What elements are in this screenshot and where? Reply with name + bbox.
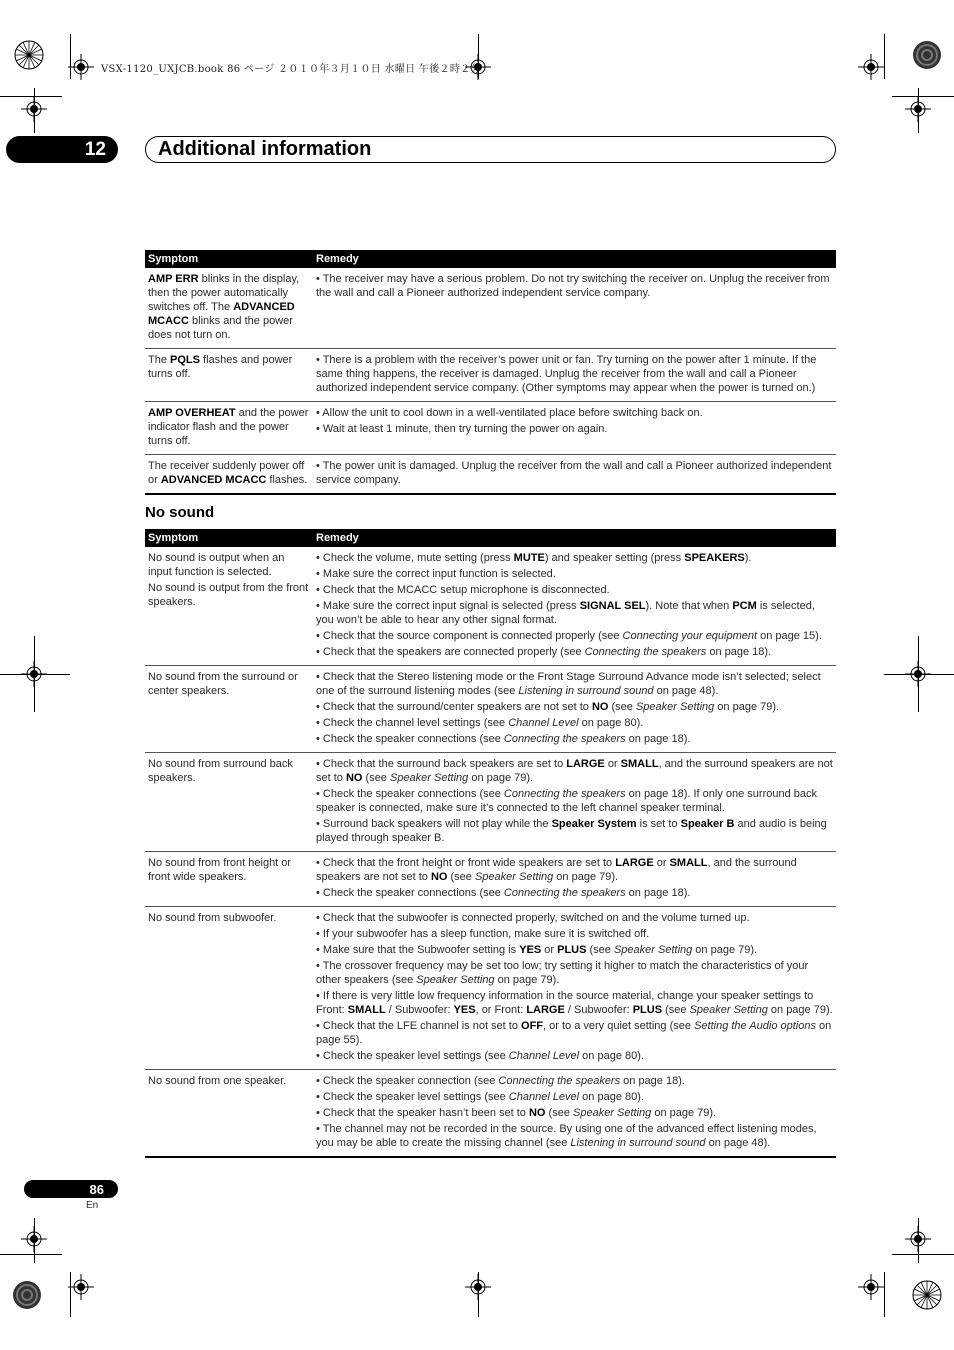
- symptom-cell: [145, 1070, 313, 1158]
- remedy-item: [316, 353, 833, 395]
- page-reference-title: Listening in surround sound: [518, 685, 654, 697]
- color-bar-dark-circle-icon: [912, 40, 942, 70]
- text-run: • Make sure that the Subwoofer setting is: [316, 944, 520, 956]
- text-run: on page 18).: [625, 733, 691, 745]
- symptom-text: [148, 911, 310, 925]
- page-reference-title: Speaker Setting: [573, 1107, 652, 1119]
- color-bar-dark-circle-icon: [12, 1280, 42, 1310]
- bold-term: NO: [430, 871, 448, 883]
- bold-term: LARGE: [615, 857, 654, 869]
- color-bar-starburst-icon: [912, 1280, 942, 1310]
- remedy-item: [316, 406, 833, 420]
- text-run: on page 79).: [468, 772, 534, 784]
- text-run: ). Note that when: [645, 600, 733, 612]
- page-reference-title: Channel Level: [508, 1091, 580, 1103]
- page-reference-title: Speaker Setting: [389, 772, 469, 784]
- registration-mark-icon: [68, 1274, 94, 1300]
- text-run: on page 79).: [692, 944, 758, 956]
- page-language-code: En: [86, 1200, 99, 1211]
- remedy-cell: [313, 349, 836, 402]
- registration-mark-icon: [858, 1274, 884, 1300]
- bold-term: NO: [591, 701, 609, 713]
- remedy-item: [316, 732, 833, 746]
- remedy-cell: [313, 402, 836, 455]
- remedy-item: [316, 927, 833, 941]
- chapter-number-tab: [6, 136, 118, 163]
- text-run: blinks and the power does not turn on.: [148, 315, 293, 341]
- text-run: on page 18). If only one surround back speaker is connected, make sure it’s connected to the left channel speaker terminal.: [316, 788, 817, 814]
- text-run: or: [653, 857, 670, 869]
- symptom-cell: [145, 402, 313, 455]
- bold-term: MUTE: [513, 552, 545, 564]
- text-run: on page 18).: [625, 887, 691, 899]
- text-run: on page 80).: [578, 717, 644, 729]
- symptom-text: [148, 757, 310, 785]
- page-reference-title: Channel Level: [508, 1050, 580, 1062]
- text-run: on page 79).: [767, 1004, 833, 1016]
- text-run: , or to a very quiet setting (see: [543, 1020, 695, 1032]
- remedy-cell: [313, 852, 836, 907]
- page-reference-title: Setting the Audio options: [694, 1020, 816, 1032]
- text-run: / Subwoofer:: [564, 1004, 633, 1016]
- registration-mark-icon: [465, 1274, 491, 1300]
- remedy-item: [316, 817, 833, 845]
- table-row: [145, 455, 836, 495]
- remedy-item: [316, 272, 833, 300]
- column-header-symptom: Symptom: [145, 250, 313, 268]
- table-row: [145, 402, 836, 455]
- print-file-header: VSX-1120_UXJCB.book 86 ページ ２０１０年３月１０日 水曜日 午後２時２分: [101, 64, 481, 75]
- page-reference-title: Speaker Setting: [613, 944, 693, 956]
- text-run: No sound is output when an input function is selected.: [148, 552, 285, 578]
- text-run: No sound from front height or front wide speakers.: [148, 857, 292, 883]
- text-run: • The power unit is damaged. Unplug the receiver from the wall and call a Pioneer authorized independent service company.: [316, 460, 832, 486]
- symptom-cell: [145, 547, 313, 666]
- symptom-cell: [145, 907, 313, 1070]
- remedy-item: [316, 551, 833, 565]
- remedy-cell: [313, 753, 836, 852]
- page-reference-title: Speaker Setting: [689, 1004, 768, 1016]
- bold-term: LARGE: [526, 1004, 565, 1016]
- remedy-item: [316, 422, 833, 436]
- text-run: • Check the channel level settings (see: [316, 717, 509, 729]
- symptom-text: [148, 551, 310, 579]
- remedy-cell: [313, 547, 836, 666]
- text-run: on page 79).: [494, 974, 560, 986]
- remedy-item: [316, 989, 833, 1017]
- text-run: No sound from the surround or center speakers.: [148, 671, 298, 697]
- symptom-text: [148, 1074, 310, 1088]
- bold-term: SMALL: [347, 1004, 386, 1016]
- page-reference-title: Listening in surround sound: [570, 1137, 706, 1149]
- table-row: [145, 753, 836, 852]
- remedy-item: [316, 787, 833, 815]
- text-run: • Check that the LFE channel is not set to: [316, 1020, 522, 1032]
- text-run: on page 15).: [757, 630, 822, 642]
- text-run: • The crossover frequency may be set too low; try setting it higher to match the characteristics of your other speakers (see: [316, 960, 809, 986]
- page-reference-title: Connecting the speakers: [503, 788, 626, 800]
- symptom-cell: [145, 349, 313, 402]
- text-run: The receiver suddenly power off or: [148, 460, 305, 486]
- bold-term: PLUS: [557, 944, 587, 956]
- page-reference-title: Speaker Setting: [416, 974, 495, 986]
- column-header-remedy: Remedy: [313, 529, 836, 547]
- text-run: (see: [362, 772, 390, 784]
- bold-term: Speaker B: [680, 818, 735, 830]
- text-run: flashes and power turns off.: [148, 354, 293, 380]
- text-run: No sound from subwoofer.: [148, 912, 277, 924]
- remedy-item: [316, 886, 833, 900]
- remedy-item: [316, 911, 833, 925]
- text-run: (see: [608, 701, 636, 713]
- text-run: • Check that the speakers are connected properly (see: [316, 646, 585, 658]
- text-run: and audio is being played through speaker B.: [316, 818, 827, 844]
- text-run: • Make sure the correct input signal is selected (press: [316, 600, 580, 612]
- bold-term: YES: [519, 944, 542, 956]
- text-run: • Surround back speakers will not play while the: [316, 818, 552, 830]
- text-run: on page 79).: [714, 701, 780, 713]
- bold-term: ADVANCED MCACC: [160, 474, 267, 486]
- symptom-cell: [145, 753, 313, 852]
- text-run: No sound from surround back speakers.: [148, 758, 293, 784]
- symptom-text: [148, 272, 310, 342]
- registration-mark-icon: [21, 1226, 47, 1252]
- text-run: • Check the speaker connections (see: [316, 788, 504, 800]
- remedy-item: [316, 1122, 833, 1150]
- remedy-item: [316, 943, 833, 957]
- bold-term: SPEAKERS: [684, 552, 745, 564]
- remedy-item: [316, 599, 833, 627]
- registration-mark-icon: [905, 661, 931, 687]
- remedy-item: [316, 459, 833, 487]
- symptom-cell: [145, 852, 313, 907]
- text-run: , and the surround speakers are not set to: [316, 857, 797, 883]
- page-number: 86: [89, 1181, 104, 1197]
- table-header-row: [145, 250, 836, 268]
- bold-term: OFF: [521, 1020, 544, 1032]
- text-run: • Check that the speaker hasn’t been set to: [316, 1107, 529, 1119]
- remedy-item: [316, 583, 833, 597]
- table-row: [145, 852, 836, 907]
- text-run: • There is a problem with the receiver’s power unit or fan. Try turning on the power after 1 minute. If the same thing happens, the receiver is damaged. Unplug the receiver from the wall and call a Pioneer authorized independent service company. (Other symptoms may appear when the power is turned on.): [316, 354, 817, 394]
- registration-mark-icon: [905, 96, 931, 122]
- remedy-item: [316, 959, 833, 987]
- registration-mark-icon: [905, 1226, 931, 1252]
- text-run: on page 55).: [316, 1020, 832, 1046]
- text-run: • The receiver may have a serious problem. Do not try switching the receiver on. Unplug the receiver from the wall and call a Pioneer authorized independent service company.: [316, 273, 830, 299]
- text-run: No sound is output from the front speakers.: [148, 582, 309, 608]
- remedy-item: [316, 1049, 833, 1063]
- remedy-item: [316, 856, 833, 884]
- text-run: • If your subwoofer has a sleep function, make sure it is switched off.: [316, 928, 650, 940]
- remedy-cell: [313, 1070, 836, 1158]
- remedy-item: [316, 670, 833, 698]
- symptom-text: [148, 459, 310, 487]
- text-run: • Check that the MCACC setup microphone is disconnected.: [316, 584, 610, 596]
- text-run: ) and speaker setting (press: [544, 552, 685, 564]
- bold-term: NO: [345, 772, 363, 784]
- page-reference-title: Channel Level: [508, 717, 579, 729]
- text-run: • Check the speaker connections (see: [316, 887, 504, 899]
- column-header-symptom: Symptom: [145, 529, 313, 547]
- text-run: The: [148, 354, 171, 366]
- bold-term: PQLS: [170, 354, 200, 366]
- table-row: [145, 907, 836, 1070]
- remedy-item: [316, 1019, 833, 1047]
- text-run: • Check the speaker level settings (see: [316, 1091, 509, 1103]
- text-run: (see: [447, 871, 475, 883]
- registration-mark-icon: [21, 661, 47, 687]
- troubleshooting-table-no-sound: [145, 529, 836, 1158]
- chapter-number: 12: [84, 138, 106, 160]
- text-run: • Allow the unit to cool down in a well-ventilated place before switching back on.: [316, 407, 703, 419]
- chapter-title: Additional information: [158, 138, 372, 160]
- symptom-text: [148, 581, 310, 609]
- text-run: • Make sure the correct input function is selected.: [316, 568, 556, 580]
- troubleshooting-table-power: [145, 250, 836, 495]
- table-row: [145, 666, 836, 753]
- page-reference-title: Connecting the speakers: [498, 1075, 621, 1087]
- bold-term: YES: [453, 1004, 476, 1016]
- symptom-text: [148, 353, 310, 381]
- text-run: / Subwoofer:: [385, 1004, 454, 1016]
- table-row: [145, 547, 836, 666]
- text-run: , or Front:: [475, 1004, 527, 1016]
- text-run: • Check the speaker connections (see: [316, 733, 504, 745]
- remedy-item: [316, 567, 833, 581]
- bold-term: SMALL: [669, 857, 708, 869]
- bold-term: AMP OVERHEAT: [148, 407, 236, 419]
- text-run: (see: [586, 944, 614, 956]
- remedy-cell: [313, 907, 836, 1070]
- text-run: • The channel may not be recorded in the source. By using one of the advanced effect listening modes, you may be able to create the missing channel (see: [316, 1123, 817, 1149]
- text-run: , and the surround speakers are not set to: [316, 758, 833, 784]
- bold-term: PLUS: [632, 1004, 663, 1016]
- bold-term: ADVANCED MCACC: [148, 301, 295, 327]
- color-bar-starburst-icon: [14, 40, 44, 70]
- remedy-item: [316, 1090, 833, 1104]
- text-run: • Wait at least 1 minute, then try turning the power on again.: [316, 423, 608, 435]
- remedy-item: [316, 629, 833, 643]
- text-run: • Check the speaker level settings (see: [316, 1050, 509, 1062]
- remedy-cell: [313, 666, 836, 753]
- text-run: on page 79).: [651, 1107, 717, 1119]
- section-heading-no-sound: No sound: [145, 504, 215, 521]
- page-reference-title: Connecting the speakers: [584, 646, 707, 658]
- text-run: • Check that the Stereo listening mode or the Front Stage Surround Advance mode isn’t selected; select one of the surround listening modes (see: [316, 671, 821, 697]
- symptom-text: [148, 406, 310, 448]
- text-run: blinks in the display, then the power automatically switches off. The: [148, 273, 300, 313]
- symptom-cell: [145, 455, 313, 495]
- text-run: (see: [662, 1004, 690, 1016]
- text-run: on page 48).: [705, 1137, 771, 1149]
- text-run: • Check that the front height or front wide speakers are set to: [316, 857, 616, 869]
- page-number-tab: [24, 1180, 118, 1198]
- text-run: and the power indicator flash and the power turns off.: [148, 407, 309, 447]
- table-row: [145, 349, 836, 402]
- text-run: on page 80).: [579, 1091, 644, 1103]
- text-run: • Check the volume, mute setting (press: [316, 552, 514, 564]
- remedy-cell: [313, 455, 836, 495]
- page-reference-title: Speaker Setting: [635, 701, 715, 713]
- chapter-title-bar: [145, 136, 836, 163]
- text-run: • Check that the surround back speakers are set to: [316, 758, 567, 770]
- text-run: flashes.: [266, 474, 308, 486]
- text-run: • Check that the surround/center speakers are not set to: [316, 701, 592, 713]
- text-run: on page 48).: [653, 685, 719, 697]
- text-run: or: [541, 944, 558, 956]
- table-row: [145, 1070, 836, 1158]
- bold-term: SIGNAL SEL: [579, 600, 646, 612]
- registration-mark-icon: [68, 54, 94, 80]
- text-run: • Check the speaker connection (see: [316, 1075, 499, 1087]
- text-run: ).: [744, 552, 752, 564]
- registration-mark-icon: [21, 96, 47, 122]
- table-header-row: [145, 529, 836, 547]
- text-run: on page 18).: [706, 646, 772, 658]
- text-run: or: [604, 758, 621, 770]
- symptom-text: [148, 670, 310, 698]
- text-run: • If there is very little low frequency information in the source material, change your speaker settings to Front:: [316, 990, 814, 1016]
- remedy-item: [316, 1074, 833, 1088]
- bold-term: NO: [528, 1107, 546, 1119]
- text-run: is selected, you won’t be able to hear any other signal format.: [316, 600, 815, 626]
- page-reference-title: Connecting your equipment: [622, 630, 758, 642]
- column-header-remedy: Remedy: [313, 250, 836, 268]
- text-run: on page 18).: [620, 1075, 685, 1087]
- page-reference-title: Speaker Setting: [474, 871, 554, 883]
- page-reference-title: Connecting the speakers: [503, 733, 626, 745]
- bold-term: AMP ERR: [148, 273, 199, 285]
- symptom-text: [148, 856, 310, 884]
- registration-mark-icon: [858, 54, 884, 80]
- text-run: on page 80).: [579, 1050, 644, 1062]
- remedy-cell: [313, 268, 836, 349]
- remedy-item: [316, 645, 833, 659]
- bold-term: SMALL: [620, 758, 659, 770]
- text-run: • Check that the source component is connected properly (see: [316, 630, 623, 642]
- remedy-item: [316, 757, 833, 785]
- remedy-item: [316, 1106, 833, 1120]
- bold-term: PCM: [732, 600, 757, 612]
- table-row: [145, 268, 836, 349]
- remedy-item: [316, 716, 833, 730]
- symptom-cell: [145, 666, 313, 753]
- text-run: is set to: [636, 818, 681, 830]
- bold-term: Speaker System: [551, 818, 637, 830]
- symptom-cell: [145, 268, 313, 349]
- text-run: (see: [545, 1107, 573, 1119]
- text-run: • Check that the subwoofer is connected properly, switched on and the volume turned up.: [316, 912, 750, 924]
- page-reference-title: Connecting the speakers: [503, 887, 626, 899]
- remedy-item: [316, 700, 833, 714]
- text-run: No sound from one speaker.: [148, 1075, 287, 1087]
- bold-term: LARGE: [566, 758, 605, 770]
- text-run: on page 79).: [553, 871, 619, 883]
